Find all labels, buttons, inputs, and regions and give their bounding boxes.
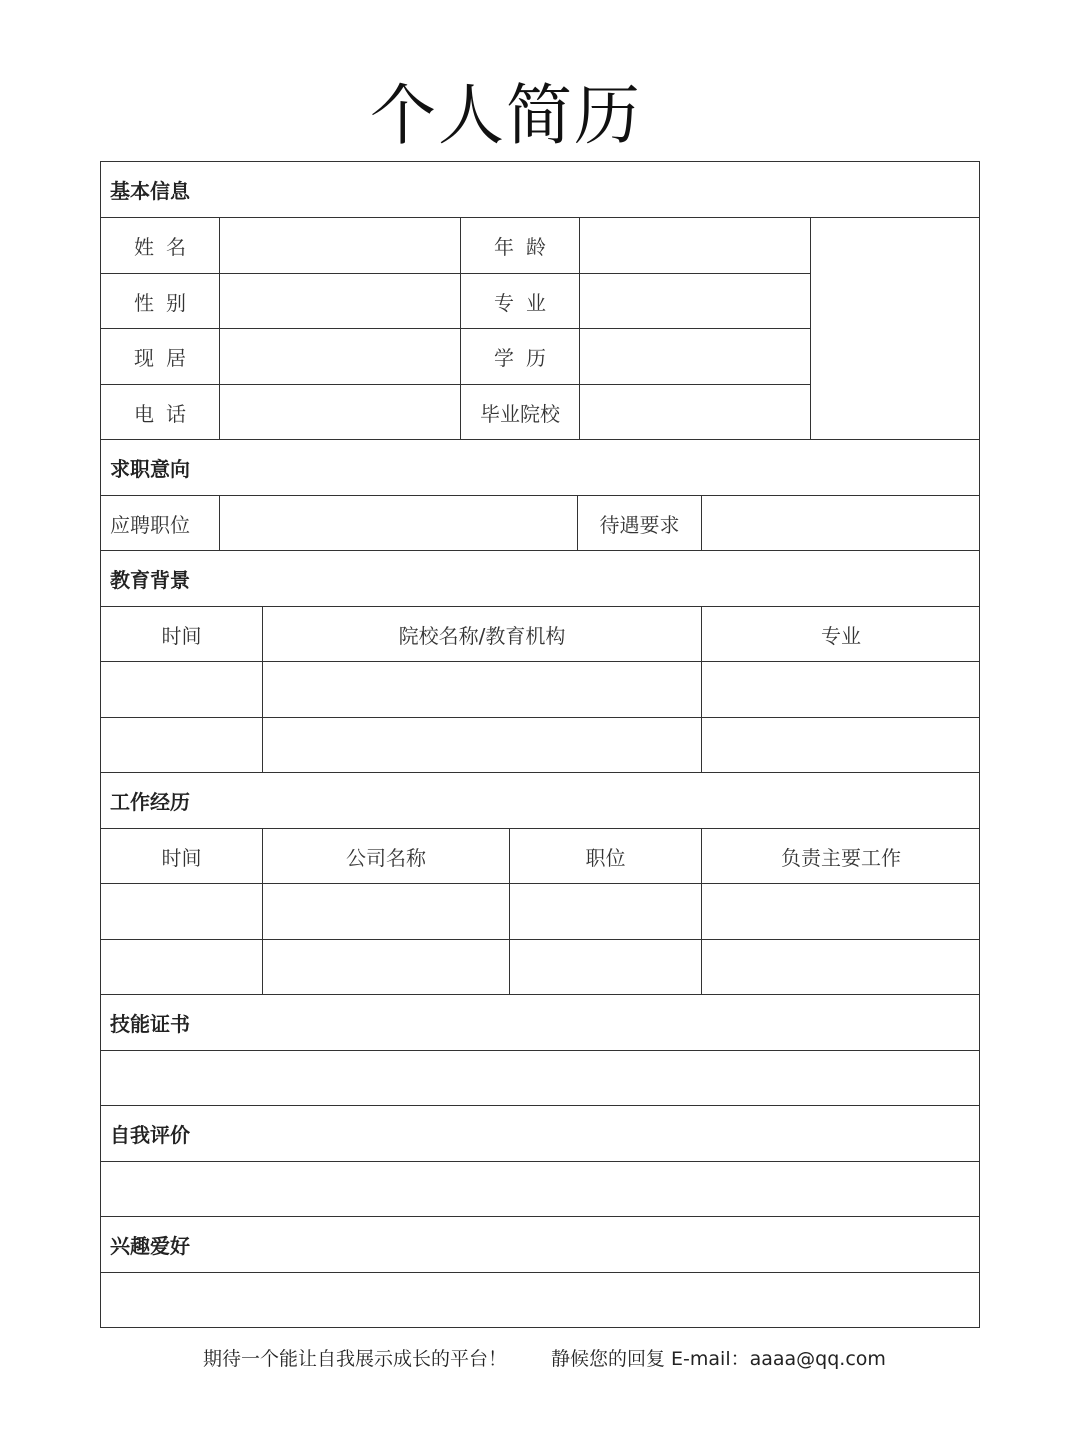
degree-field[interactable] bbox=[580, 329, 811, 385]
edu-time-cell[interactable] bbox=[101, 662, 263, 718]
work-company-cell[interactable] bbox=[263, 940, 510, 995]
salary-field[interactable] bbox=[702, 496, 980, 551]
work-header-company: 公司名称 bbox=[263, 829, 510, 884]
footer-contact: 静候您的回复 E-mail：aaaa@qq.com bbox=[551, 1348, 886, 1370]
label-gender: 性别 bbox=[101, 274, 220, 329]
skills-field[interactable] bbox=[101, 1051, 980, 1106]
label-residence: 现居 bbox=[101, 329, 220, 385]
work-header-position: 职位 bbox=[510, 829, 702, 884]
work-header-time: 时间 bbox=[101, 829, 263, 884]
label-school: 毕业院校 bbox=[461, 385, 580, 440]
page-title: 个人简历 bbox=[370, 77, 642, 154]
section-education: 教育背景 bbox=[101, 551, 980, 607]
label-age: 年龄 bbox=[461, 218, 580, 274]
label-degree: 学历 bbox=[461, 329, 580, 385]
section-skills: 技能证书 bbox=[101, 995, 980, 1051]
edu-major-cell[interactable] bbox=[702, 662, 980, 718]
work-position-cell[interactable] bbox=[510, 884, 702, 940]
residence-field[interactable] bbox=[220, 329, 461, 385]
gender-field[interactable] bbox=[220, 274, 461, 329]
section-self-evaluation: 自我评价 bbox=[101, 1106, 980, 1162]
label-phone: 电话 bbox=[101, 385, 220, 440]
work-duties-cell[interactable] bbox=[702, 940, 980, 995]
work-duties-cell[interactable] bbox=[702, 884, 980, 940]
phone-field[interactable] bbox=[220, 385, 461, 440]
label-name: 姓名 bbox=[101, 218, 220, 274]
name-field[interactable] bbox=[220, 218, 461, 274]
major-field[interactable] bbox=[580, 274, 811, 329]
label-position: 应聘职位 bbox=[101, 496, 220, 551]
work-company-cell[interactable] bbox=[263, 884, 510, 940]
work-time-cell[interactable] bbox=[101, 884, 263, 940]
position-field[interactable] bbox=[220, 496, 578, 551]
label-major: 专业 bbox=[461, 274, 580, 329]
section-work: 工作经历 bbox=[101, 773, 980, 829]
edu-school-cell[interactable] bbox=[263, 662, 702, 718]
section-hobbies: 兴趣爱好 bbox=[101, 1217, 980, 1273]
footer bbox=[0, 1344, 1080, 1372]
school-field[interactable] bbox=[580, 385, 811, 440]
edu-header-time: 时间 bbox=[101, 607, 263, 662]
photo-box[interactable] bbox=[811, 218, 980, 440]
footer-slogan: 期待一个能让自我展示成长的平台！ bbox=[203, 1348, 508, 1370]
work-position-cell[interactable] bbox=[510, 940, 702, 995]
resume-form bbox=[100, 161, 980, 1328]
self-evaluation-field[interactable] bbox=[101, 1162, 980, 1217]
edu-header-major: 专业 bbox=[702, 607, 980, 662]
work-time-cell[interactable] bbox=[101, 940, 263, 995]
section-job-intention: 求职意向 bbox=[101, 440, 980, 496]
edu-time-cell[interactable] bbox=[101, 718, 263, 773]
edu-school-cell[interactable] bbox=[263, 718, 702, 773]
hobbies-field[interactable] bbox=[101, 1273, 980, 1327]
label-salary: 待遇要求 bbox=[578, 496, 702, 551]
edu-major-cell[interactable] bbox=[702, 718, 980, 773]
work-header-duties: 负责主要工作 bbox=[702, 829, 980, 884]
age-field[interactable] bbox=[580, 218, 811, 274]
edu-header-school: 院校名称/教育机构 bbox=[263, 607, 702, 662]
section-basic-info: 基本信息 bbox=[101, 162, 980, 218]
